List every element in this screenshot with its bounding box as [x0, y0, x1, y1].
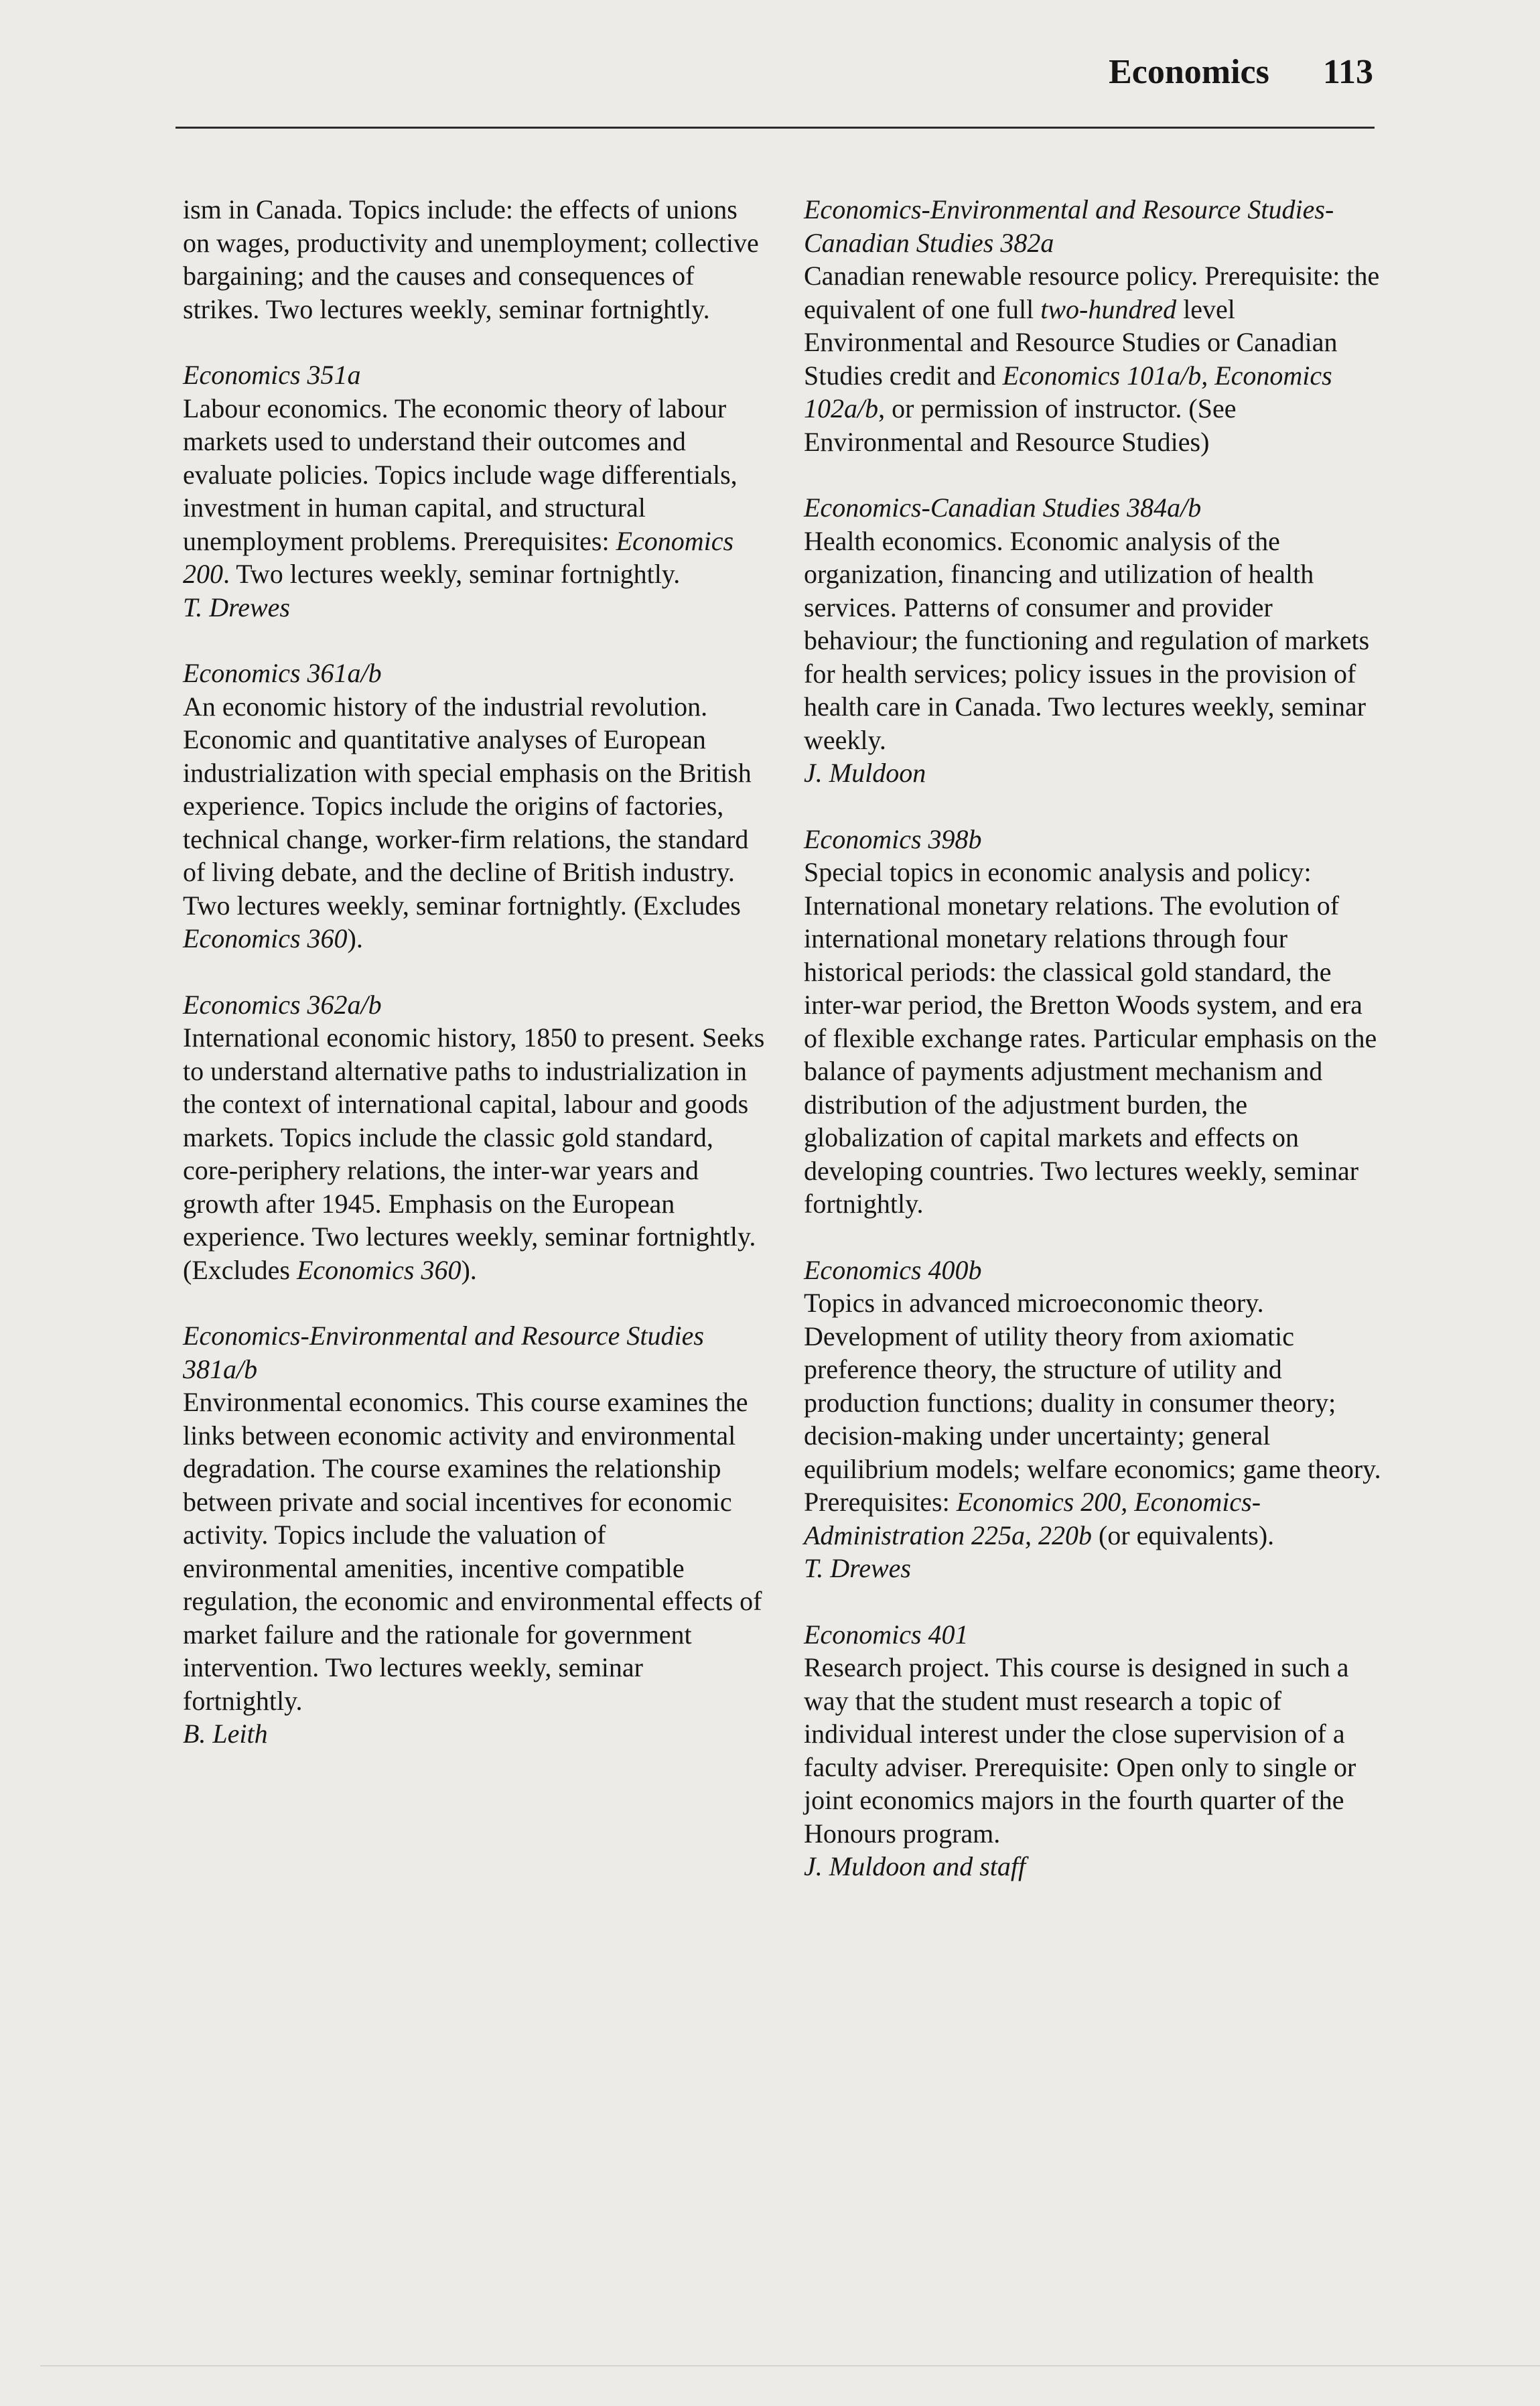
course-title: Economics-Environmental and Resource Studies 381a/b [183, 1321, 704, 1384]
course-title: Economics 351a [183, 360, 361, 390]
course-title: Economics 401 [804, 1619, 969, 1650]
course-title: Economics 398b [804, 823, 982, 854]
course-instructor: J. Muldoon [804, 758, 926, 788]
course-title: Economics-Environmental and Resource Studies-Canadian Studies 382a [804, 194, 1334, 258]
page-number: 113 [1322, 53, 1373, 91]
course-entry [804, 193, 1387, 458]
course-title: Economics-Canadian Studies 384a/b [804, 492, 1202, 523]
course-title: Economics 400b [804, 1254, 982, 1285]
course-description: International economic history, 1850 to present. Seeks to understand alternative paths to industrialization in the context of international capital, labour and goods markets. Topics include the classic gold standard, core-periphery relations, the inter-war years and growth after 1945. Emphasis on the European experience. Two lectures weekly, seminar fortnightly. (Excludes Economics 360). [183, 1022, 765, 1285]
course-title: Economics 362a/b [183, 989, 382, 1020]
right-column [804, 193, 1387, 1916]
course-description: Research project. This course is designed in such a way that the student must research a topic of individual interest under the close supervision of a faculty adviser. Prerequisite: Open only to single or joint economics majors in the fourth quarter of the Honours program. [804, 1652, 1356, 1849]
course-entry [183, 1319, 766, 1751]
course-instructor: J. Muldoon and staff [804, 1851, 1026, 1881]
course-description: Topics in advanced microeconomic theory. Development of utility theory from axiomatic preference theory, the structure of utility and production functions; duality in consumer theory; decision-making under uncertainty; general equilibrium models; welfare economics; game theory. Prerequisites: Economics 200, Economics-Administration 225a, 220b (or equivalents). [804, 1288, 1381, 1550]
course-instructor: B. Leith [183, 1719, 268, 1749]
header-rule [176, 127, 1375, 129]
course-description: Special topics in economic analysis and policy: International monetary relations. The evolution of international monetary relations through four historical periods: the classical gold standard, the inter-war period, the Bretton Woods system, and era of flexible exchange rates. Particular emphasis on the balance of payments adjustment mechanism and distribution of the adjustment burden, the globalization of capital markets and effects on developing countries. Two lectures weekly, seminar fortnightly. [804, 857, 1377, 1219]
course-entry [804, 823, 1387, 1221]
course-entry [804, 1618, 1387, 1883]
course-instructor: T. Drewes [804, 1553, 911, 1583]
continued-description: ism in Canada. Topics include: the effects of unions on wages, productivity and unemployment; collective bargaining; and the causes and consequences of strikes. Two lectures weekly, seminar fortnightly. [183, 194, 759, 324]
page-edge-shadow [40, 2365, 1540, 2366]
course-entry [183, 358, 766, 624]
course-title: Economics 361a/b [183, 658, 382, 688]
course-description: Environmental economics. This course examines the links between economic activity and environmental degradation. The course examines the relationship between private and social incentives for economic activity. Topics include the valuation of environmental amenities, incentive compatible regulation, the economic and environmental effects of market failure and the rationale for government intervention. Two lectures weekly, seminar fortnightly. [183, 1387, 762, 1716]
course-instructor: T. Drewes [183, 592, 290, 622]
course-description: Health economics. Economic analysis of the organization, financing and utilization of health services. Patterns of consumer and provider behaviour; the functioning and regulation of markets for health services; policy issues in the provision of health care in Canada. Two lectures weekly, seminar weekly. [804, 525, 1370, 755]
course-entry [804, 1254, 1387, 1585]
course-description: Labour economics. The economic theory of labour markets used to understand their outcomes and evaluate policies. Topics include wage differentials, investment in human capital, and structural unemployment problems. Prerequisites: Economics 200. Two lectures weekly, seminar fortnightly. [183, 393, 738, 589]
section-title: Economics [1109, 53, 1269, 91]
course-description: Canadian renewable resource policy. Prerequisite: the equivalent of one full two-hundred level Environmental and Resource Studies or Canadian Studies credit and Economics 101a/b, Economics 102a/b, or permission of instructor. (See Environmental and Resource Studies) [804, 261, 1380, 457]
left-column [183, 193, 766, 1784]
course-entry [183, 657, 766, 955]
running-head [1045, 52, 1373, 92]
course-entry [804, 491, 1387, 790]
course-entry [183, 988, 766, 1287]
course-description: An economic history of the industrial revolution. Economic and quantitative analyses of European industrialization with special emphasis on the British experience. Topics include the origins of factories, technical change, worker-firm relations, the standard of living debate, and the decline of British industry. Two lectures weekly, seminar fortnightly. (Excludes Economics 360). [183, 691, 752, 953]
